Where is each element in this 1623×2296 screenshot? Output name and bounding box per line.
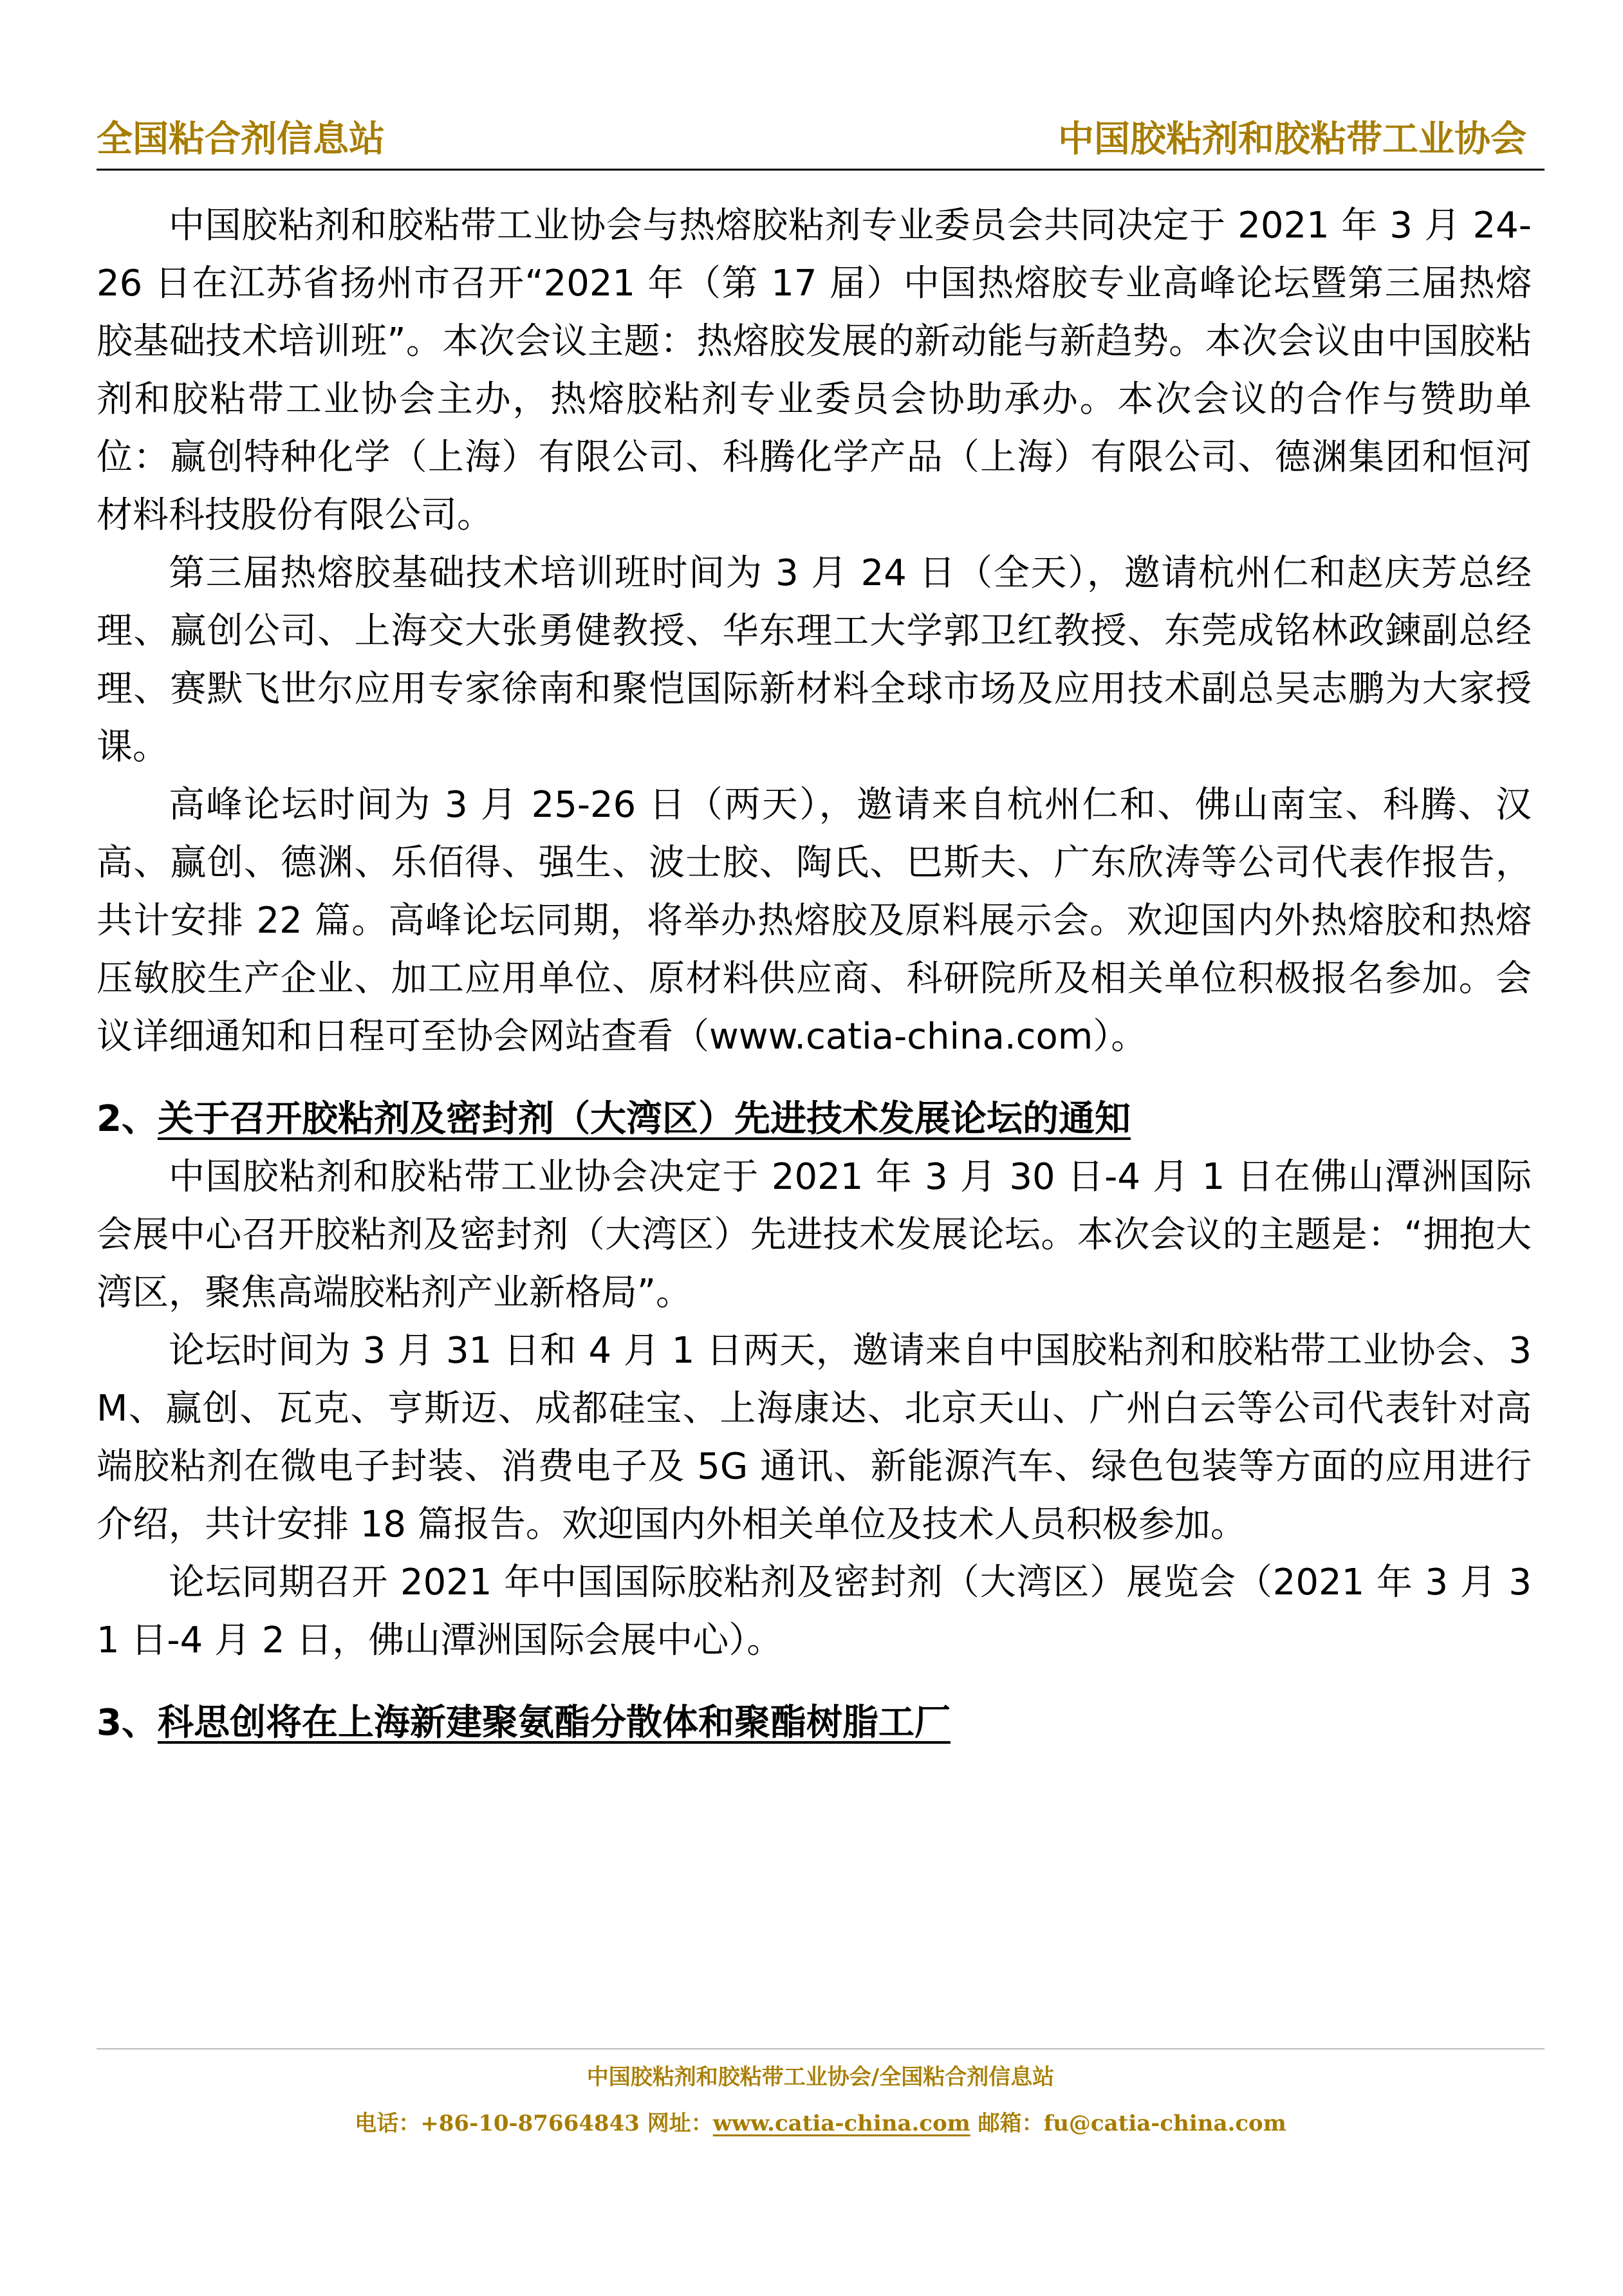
paragraph: 论坛同期召开 2021 年中国国际胶粘剂及密封剂（大湾区）展览会（2021 年 3 月 31 日-4 月 2 日，佛山潭洲国际会展中心）。 bbox=[97, 1562, 1532, 1661]
header-right-title: 中国胶粘剂和胶粘带工业协会 bbox=[1058, 118, 1526, 160]
header-divider bbox=[97, 169, 1544, 171]
section-title-link[interactable]: 关于召开胶粘剂及密封剂（大湾区）先进技术发展论坛的通知 bbox=[157, 1098, 1131, 1140]
paragraph: 高峰论坛时间为 3 月 25-26 日（两天），邀请来自杭州仁和、佛山南宝、科腾、汉高、赢创、德渊、乐佰得、强生、波士胶、陶氏、巴斯夫、广东欣涛等公司代表作报告，共计安排 22 篇。高峰论坛同期，将举办热熔胶及原料展示会。欢迎国内外热熔胶和热熔压敏胶生产企业、加工应用单位、原材料供应商、科研院所及相关单位积极报名参加。会议详细通知和日程可至协会网站查看（www.catia-china.com）。 bbox=[97, 784, 1532, 1058]
section-number: 3、 bbox=[97, 1702, 158, 1744]
paragraph: 论坛时间为 3 月 31 日和 4 月 1 日两天，邀请来自中国胶粘剂和胶粘带工业协会、3M、赢创、瓦克、亨斯迈、成都硅宝、上海康达、北京天山、广州白云等公司代表针对高端胶粘剂在微电子封装、消费电子及 5G 通讯、新能源汽车、绿色包装等方面的应用进行介绍，共计安排 18 篇报告。欢迎国内外相关单位及技术人员积极参加。 bbox=[97, 1330, 1532, 1545]
email-address[interactable]: fu@catia-china.com bbox=[1043, 2111, 1286, 2136]
phone-number: +86-10-87664843 bbox=[420, 2111, 640, 2136]
section-number: 2、 bbox=[97, 1098, 158, 1140]
footer-divider bbox=[97, 2048, 1544, 2049]
header-left-title: 全国粘合剂信息站 bbox=[97, 118, 385, 160]
email-label: 邮箱： bbox=[970, 2111, 1044, 2136]
footer-contact bbox=[97, 2107, 1544, 2140]
website-label: 网址： bbox=[639, 2111, 713, 2136]
website-link[interactable]: www.catia-china.com bbox=[712, 2111, 970, 2136]
document-body bbox=[97, 197, 1532, 1752]
phone-label: 电话： bbox=[355, 2111, 421, 2136]
page-header bbox=[97, 113, 1526, 167]
paragraph: 中国胶粘剂和胶粘带工业协会与热熔胶粘剂专业委员会共同决定于 2021 年 3 月 24-26 日在江苏省扬州市召开“2021 年（第 17 届）中国热熔胶专业高峰论坛暨第三届热熔胶基础技术培训班”。本次会议主题：热熔胶发展的新动能与新趋势。本次会议由中国胶粘剂和胶粘带工业协会主办，热熔胶粘剂专业委员会协助承办。本次会议的合作与赞助单位：赢创特种化学（上海）有限公司、科腾化学产品（上海）有限公司、德渊集团和恒河材料科技股份有限公司。 bbox=[97, 205, 1532, 536]
paragraph: 第三届热熔胶基础技术培训班时间为 3 月 24 日（全天），邀请杭州仁和赵庆芳总经理、赢创公司、上海交大张勇健教授、华东理工大学郭卫红教授、东莞成铭林政鍊副总经理、赛默飞世尔应用专家徐南和聚恺国际新材料全球市场及应用技术副总吴志鹏为大家授课。 bbox=[97, 552, 1532, 768]
section-title-link[interactable]: 科思创将在上海新建聚氨酯分散体和聚酯树脂工厂 bbox=[157, 1702, 951, 1744]
paragraph: 中国胶粘剂和胶粘带工业协会决定于 2021 年 3 月 30 日-4 月 1 日在佛山潭洲国际会展中心召开胶粘剂及密封剂（大湾区）先进技术发展论坛。本次会议的主题是：“拥抱大湾区，聚焦高端胶粘剂产业新格局”。 bbox=[97, 1156, 1532, 1314]
section-heading-3 bbox=[97, 1694, 1532, 1752]
section-heading-2 bbox=[97, 1090, 1532, 1148]
footer-organization: 中国胶粘剂和胶粘带工业协会/全国粘合剂信息站 bbox=[586, 2064, 1055, 2090]
